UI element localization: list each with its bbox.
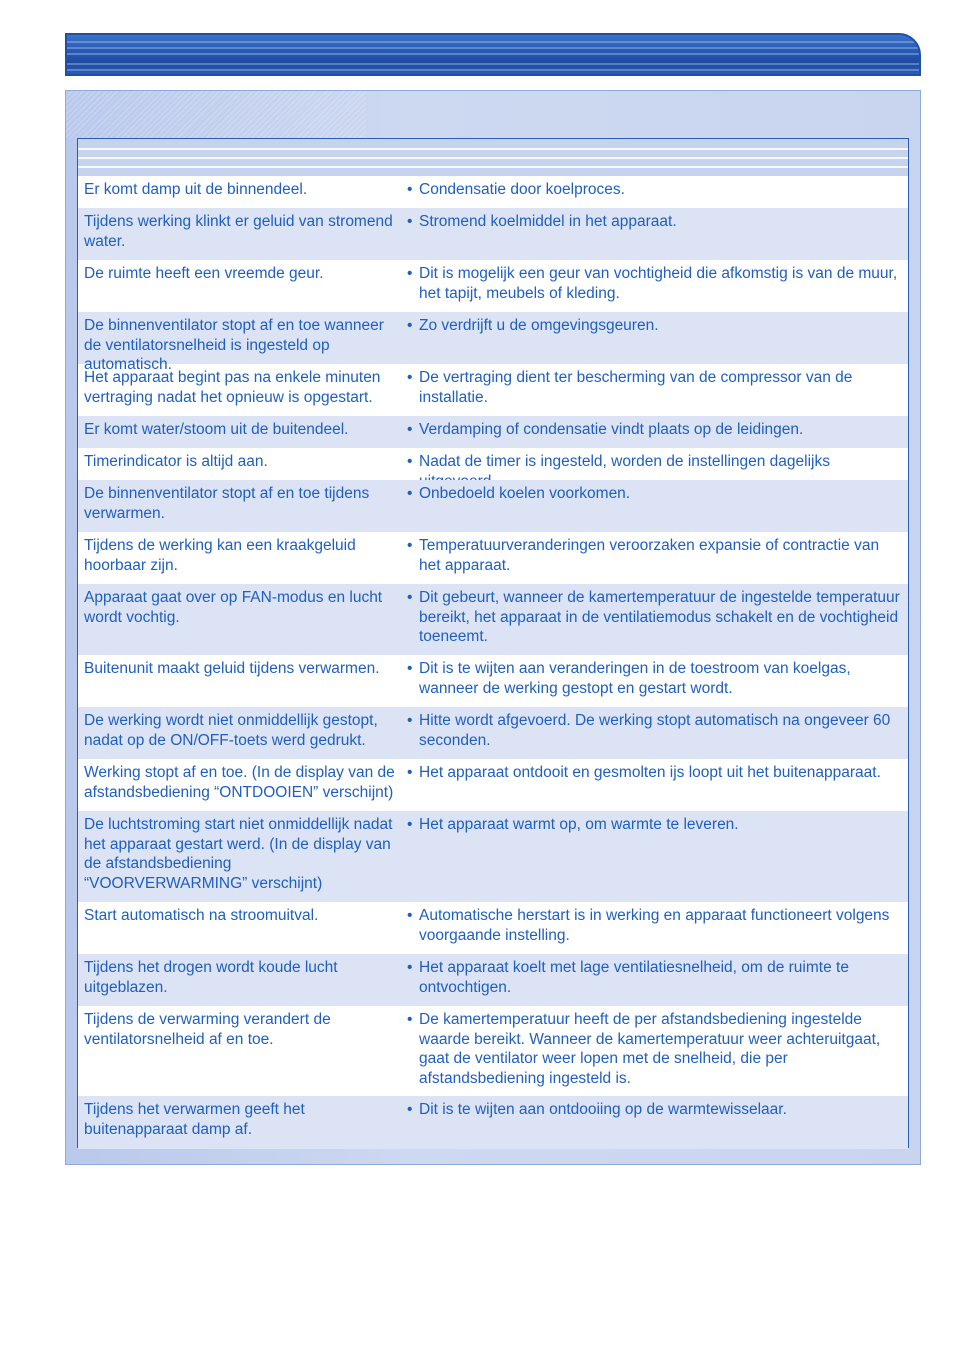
- problem-cell: De werking wordt niet onmiddellijk gestopt, nadat op de ON/OFF-toets werd gedrukt.: [84, 712, 378, 749]
- cause-cell: [407, 588, 901, 647]
- table-row: [78, 364, 908, 416]
- table-header: [78, 139, 908, 176]
- bullet-icon: •: [407, 816, 413, 833]
- troubleshooting-table: [77, 138, 909, 1148]
- problem-cell: Timerindicator is altijd aan.: [84, 453, 268, 470]
- table-row: [78, 902, 908, 954]
- cause-text: Zo verdrijft u de omgevingsgeuren.: [419, 317, 659, 334]
- cause-cell: [407, 711, 901, 750]
- panel-hatch-decoration: [66, 91, 366, 139]
- cause-text: Dit gebeurt, wanneer de kamertemperatuur de ingestelde temperatuur bereikt, het apparaat in de ventilatiemodus schakelt en de vochtigheid toeneemt.: [419, 589, 900, 646]
- cause-cell: [407, 906, 901, 945]
- cause-text: De vertraging dient ter bescherming van de compressor van de installatie.: [419, 369, 853, 406]
- cause-cell: [407, 815, 901, 835]
- cause-text: Condensatie door koelproces.: [419, 181, 625, 198]
- problem-cell: Er komt water/stoom uit de buitendeel.: [84, 421, 349, 438]
- cause-text: Temperatuurveranderingen veroorzaken expansie of contractie van het apparaat.: [419, 537, 880, 574]
- problem-cell: Tijdens de werking kan een kraakgeluid hoorbaar zijn.: [84, 537, 356, 574]
- table-row: [78, 1006, 908, 1096]
- cause-cell: [407, 484, 901, 504]
- problem-cell: Het apparaat begint pas na enkele minuten vertraging nadat het opnieuw is opgestart.: [84, 369, 381, 406]
- table-row: [78, 584, 908, 655]
- cause-cell: [407, 316, 901, 336]
- problem-cell: Tijdens werking klinkt er geluid van stromend water.: [84, 213, 393, 250]
- cause-text: Dit is mogelijk een geur van vochtigheid die afkomstig is van de muur, het tapijt, meubels of kleding.: [419, 265, 898, 302]
- problem-cell: Apparaat gaat over op FAN-modus en lucht wordt vochtig.: [84, 589, 383, 626]
- cause-cell: [407, 536, 901, 575]
- cause-cell: [407, 264, 901, 303]
- bullet-icon: •: [407, 1101, 413, 1118]
- problem-cell: Er komt damp uit de binnendeel.: [84, 181, 308, 198]
- bullet-icon: •: [407, 453, 413, 470]
- cause-cell: [407, 212, 901, 232]
- table-row: [78, 312, 908, 374]
- problem-cell: De binnenventilator stopt af en toe wanneer de ventilatorsnelheid is ingesteld op automatisch.: [84, 317, 384, 374]
- problem-cell: Buitenunit maakt geluid tijdens verwarmen.: [84, 660, 380, 677]
- cause-cell: [407, 1010, 901, 1088]
- problem-cell: Start automatisch na stroomuitval.: [84, 907, 319, 924]
- cause-cell: [407, 1100, 901, 1120]
- table-row: [78, 707, 908, 759]
- table-row: [78, 176, 908, 208]
- problem-cell: De ruimte heeft een vreemde geur.: [84, 265, 324, 282]
- table-row: [78, 480, 908, 532]
- bullet-icon: •: [407, 589, 413, 606]
- cause-cell: [407, 958, 901, 997]
- bullet-icon: •: [407, 421, 413, 438]
- problem-cell: Tijdens het drogen wordt koude lucht uitgeblazen.: [84, 959, 338, 996]
- cause-cell: [407, 180, 901, 200]
- problem-cell: De luchtstroming start niet onmiddellijk nadat het apparaat gestart werd. (In de display van de afstandsbediening “VOORVERWARMING” verschijnt): [84, 816, 393, 892]
- table-row: [78, 1096, 908, 1149]
- cause-text: Dit is te wijten aan veranderingen in de toestroom van koelgas, wanneer de werking gestopt en gestart wordt.: [419, 660, 851, 697]
- cause-cell: [407, 659, 901, 698]
- bullet-icon: •: [407, 317, 413, 334]
- cause-text: Het apparaat warmt op, om warmte te leveren.: [419, 816, 739, 833]
- cause-cell: [407, 763, 901, 783]
- table-row: [78, 655, 908, 707]
- cause-text: Het apparaat ontdooit en gesmolten ijs loopt uit het buitenapparaat.: [419, 764, 881, 781]
- cause-text: Hitte wordt afgevoerd. De werking stopt automatisch na ongeveer 60 seconden.: [419, 712, 891, 749]
- bullet-icon: •: [407, 907, 413, 924]
- bullet-icon: •: [407, 265, 413, 282]
- section-title-bar: [65, 33, 921, 76]
- bullet-icon: •: [407, 213, 413, 230]
- cause-text: Automatische herstart is in werking en apparaat functioneert volgens voorgaande instelling.: [419, 907, 890, 944]
- table-row: [78, 260, 908, 312]
- cause-text: Verdamping of condensatie vindt plaats op de leidingen.: [419, 421, 804, 438]
- problem-cell: Werking stopt af en toe. (In de display van de afstandsbediening “ONTDOOIEN” verschijnt): [84, 764, 395, 801]
- bullet-icon: •: [407, 181, 413, 198]
- table-row: [78, 208, 908, 260]
- table-row: [78, 954, 908, 1006]
- problem-cell: De binnenventilator stopt af en toe tijdens verwarmen.: [84, 485, 370, 522]
- table-row: [78, 811, 908, 902]
- bullet-icon: •: [407, 537, 413, 554]
- bullet-icon: •: [407, 660, 413, 677]
- cause-text: De kamertemperatuur heeft de per afstandsbediening ingestelde waarde bereikt. Wanneer de kamertemperatuur weer achteruitgaat, gaat de ventilator weer lopen met de snelheid, die per afstandsbediening ingesteld is.: [419, 1011, 881, 1087]
- cause-text: Onbedoeld koelen voorkomen.: [419, 485, 631, 502]
- bullet-icon: •: [407, 485, 413, 502]
- problem-cell: Tijdens de verwarming verandert de ventilatorsnelheid af en toe.: [84, 1011, 331, 1048]
- cause-text: Nadat de timer is ingesteld, worden de instellingen dagelijks: [419, 453, 830, 470]
- cause-text: Stromend koelmiddel in het apparaat.: [419, 213, 677, 230]
- table-row: [78, 532, 908, 584]
- cause-cell: [407, 368, 901, 407]
- cause-cell: [407, 420, 901, 440]
- bullet-icon: •: [407, 1011, 413, 1028]
- cause-text: Dit is te wijten aan ontdooiing op de warmtewisselaar.: [419, 1101, 787, 1118]
- problem-cell: Tijdens het verwarmen geeft het buitenapparaat damp af.: [84, 1101, 305, 1138]
- table-row: [78, 416, 908, 448]
- cause-text: Het apparaat koelt met lage ventilatiesnelheid, om de ruimte te ontvochtigen.: [419, 959, 849, 996]
- bullet-icon: •: [407, 712, 413, 729]
- bullet-icon: •: [407, 369, 413, 386]
- bullet-icon: •: [407, 764, 413, 781]
- table-row: [78, 759, 908, 811]
- bullet-icon: •: [407, 959, 413, 976]
- table-row: [78, 448, 908, 480]
